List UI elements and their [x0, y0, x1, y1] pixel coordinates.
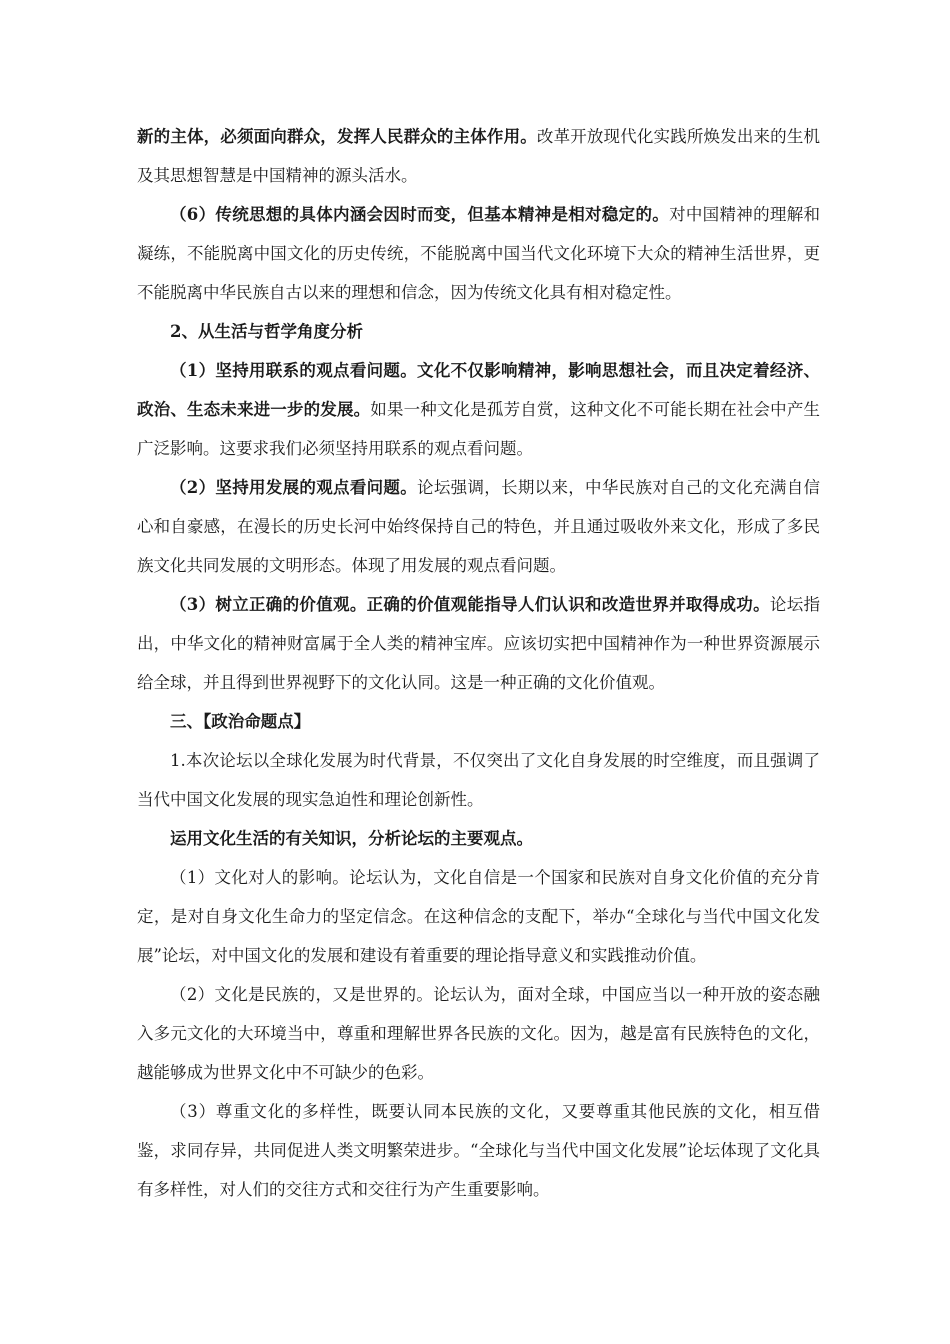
paragraph-11-text: （2）文化是民族的，又是世界的。论坛认为，面对全球，中国应当以一种开放的姿态融入多元文化的大环境当中，尊重和理解世界各民族的文化。因为，越是富有民族特色的文化，越能够成为世界文化中不可缺少的色彩。 [137, 985, 820, 1082]
paragraph-6-bold: （3）树立正确的价值观。正确的价值观能指导人们认识和改造世界并取得成功。 [170, 595, 770, 614]
paragraph-10 [137, 858, 820, 975]
paragraph-1 [137, 117, 820, 195]
paragraph-8 [137, 741, 820, 819]
paragraph-4-bold: （1）坚持用联系的观点看问题。文化不仅影响精神，影响思想社会，而且决定着经济、政治、生态未来进一步的发展。 [137, 361, 820, 419]
section-heading-2 [137, 312, 820, 351]
question-heading-text: 运用文化生活的有关知识，分析论坛的主要观点。 [170, 829, 533, 848]
paragraph-4-text: 如果一种文化是孤芳自赏，这种文化不可能长期在社会中产生广泛影响。这要求我们必须坚持用联系的观点看问题。 [137, 400, 821, 458]
paragraph-8-text: 1.本次论坛以全球化发展为时代背景，不仅突出了文化自身发展的时空维度，而且强调了当代中国文化发展的现实急迫性和理论创新性。 [137, 751, 820, 809]
paragraph-6 [137, 585, 820, 702]
paragraph-10-text: （1）文化对人的影响。论坛认为，文化自信是一个国家和民族对自身文化价值的充分肯定，是对自身文化生命力的坚定信念。在这种信念的支配下，举办“全球化与当代中国文化发展”论坛，对中国文化的发展和建设有着重要的理论指导意义和实践推动价值。 [137, 868, 820, 965]
paragraph-12-text: （3）尊重文化的多样性，既要认同本民族的文化，又要尊重其他民族的文化，相互借鉴，求同存异，共同促进人类文明繁荣进步。“全球化与当代中国文化发展”论坛体现了文化具有多样性，对人们的交往方式和交往行为产生重要影响。 [137, 1102, 820, 1199]
paragraph-12 [137, 1092, 820, 1209]
paragraph-5 [137, 468, 820, 585]
paragraph-2-text: 对中国精神的理解和凝练，不能脱离中国文化的历史传统，不能脱离中国当代文化环境下大众的精神生活世界，更不能脱离中华民族自古以来的理想和信念，因为传统文化具有相对稳定性。 [137, 205, 821, 302]
paragraph-6-text: 论坛指出，中华文化的精神财富属于全人类的精神宝库。应该切实把中国精神作为一种世界资源展示给全球，并且得到世界视野下的文化认同。这是一种正确的文化价值观。 [137, 595, 820, 692]
paragraph-5-text: 论坛强调，长期以来，中华民族对自己的文化充满自信心和自豪感，在漫长的历史长河中始终保持自己的特色，并且通过吸收外来文化，形成了多民族文化共同发展的文明形态。体现了用发展的观点看问题。 [137, 478, 821, 575]
section-heading-2-text: 2、从生活与哲学角度分析 [170, 322, 363, 341]
paragraph-1-text: 改革开放现代化实践所焕发出来的生机及其思想智慧是中国精神的源头活水。 [137, 127, 821, 185]
question-heading [137, 819, 820, 858]
section-heading-3-text: 三、【政治命题点】 [170, 712, 311, 731]
paragraph-11 [137, 975, 820, 1092]
paragraph-1-bold: 新的主体，必须面向群众，发挥人民群众的主体作用。 [137, 127, 537, 146]
section-heading-3 [137, 702, 820, 741]
paragraph-5-bold: （2）坚持用发展的观点看问题。 [170, 478, 418, 497]
paragraph-4 [137, 351, 820, 468]
paragraph-2-bold: （6）传统思想的具体内涵会因时而变，但基本精神是相对稳定的。 [170, 205, 670, 224]
paragraph-2 [137, 195, 820, 312]
